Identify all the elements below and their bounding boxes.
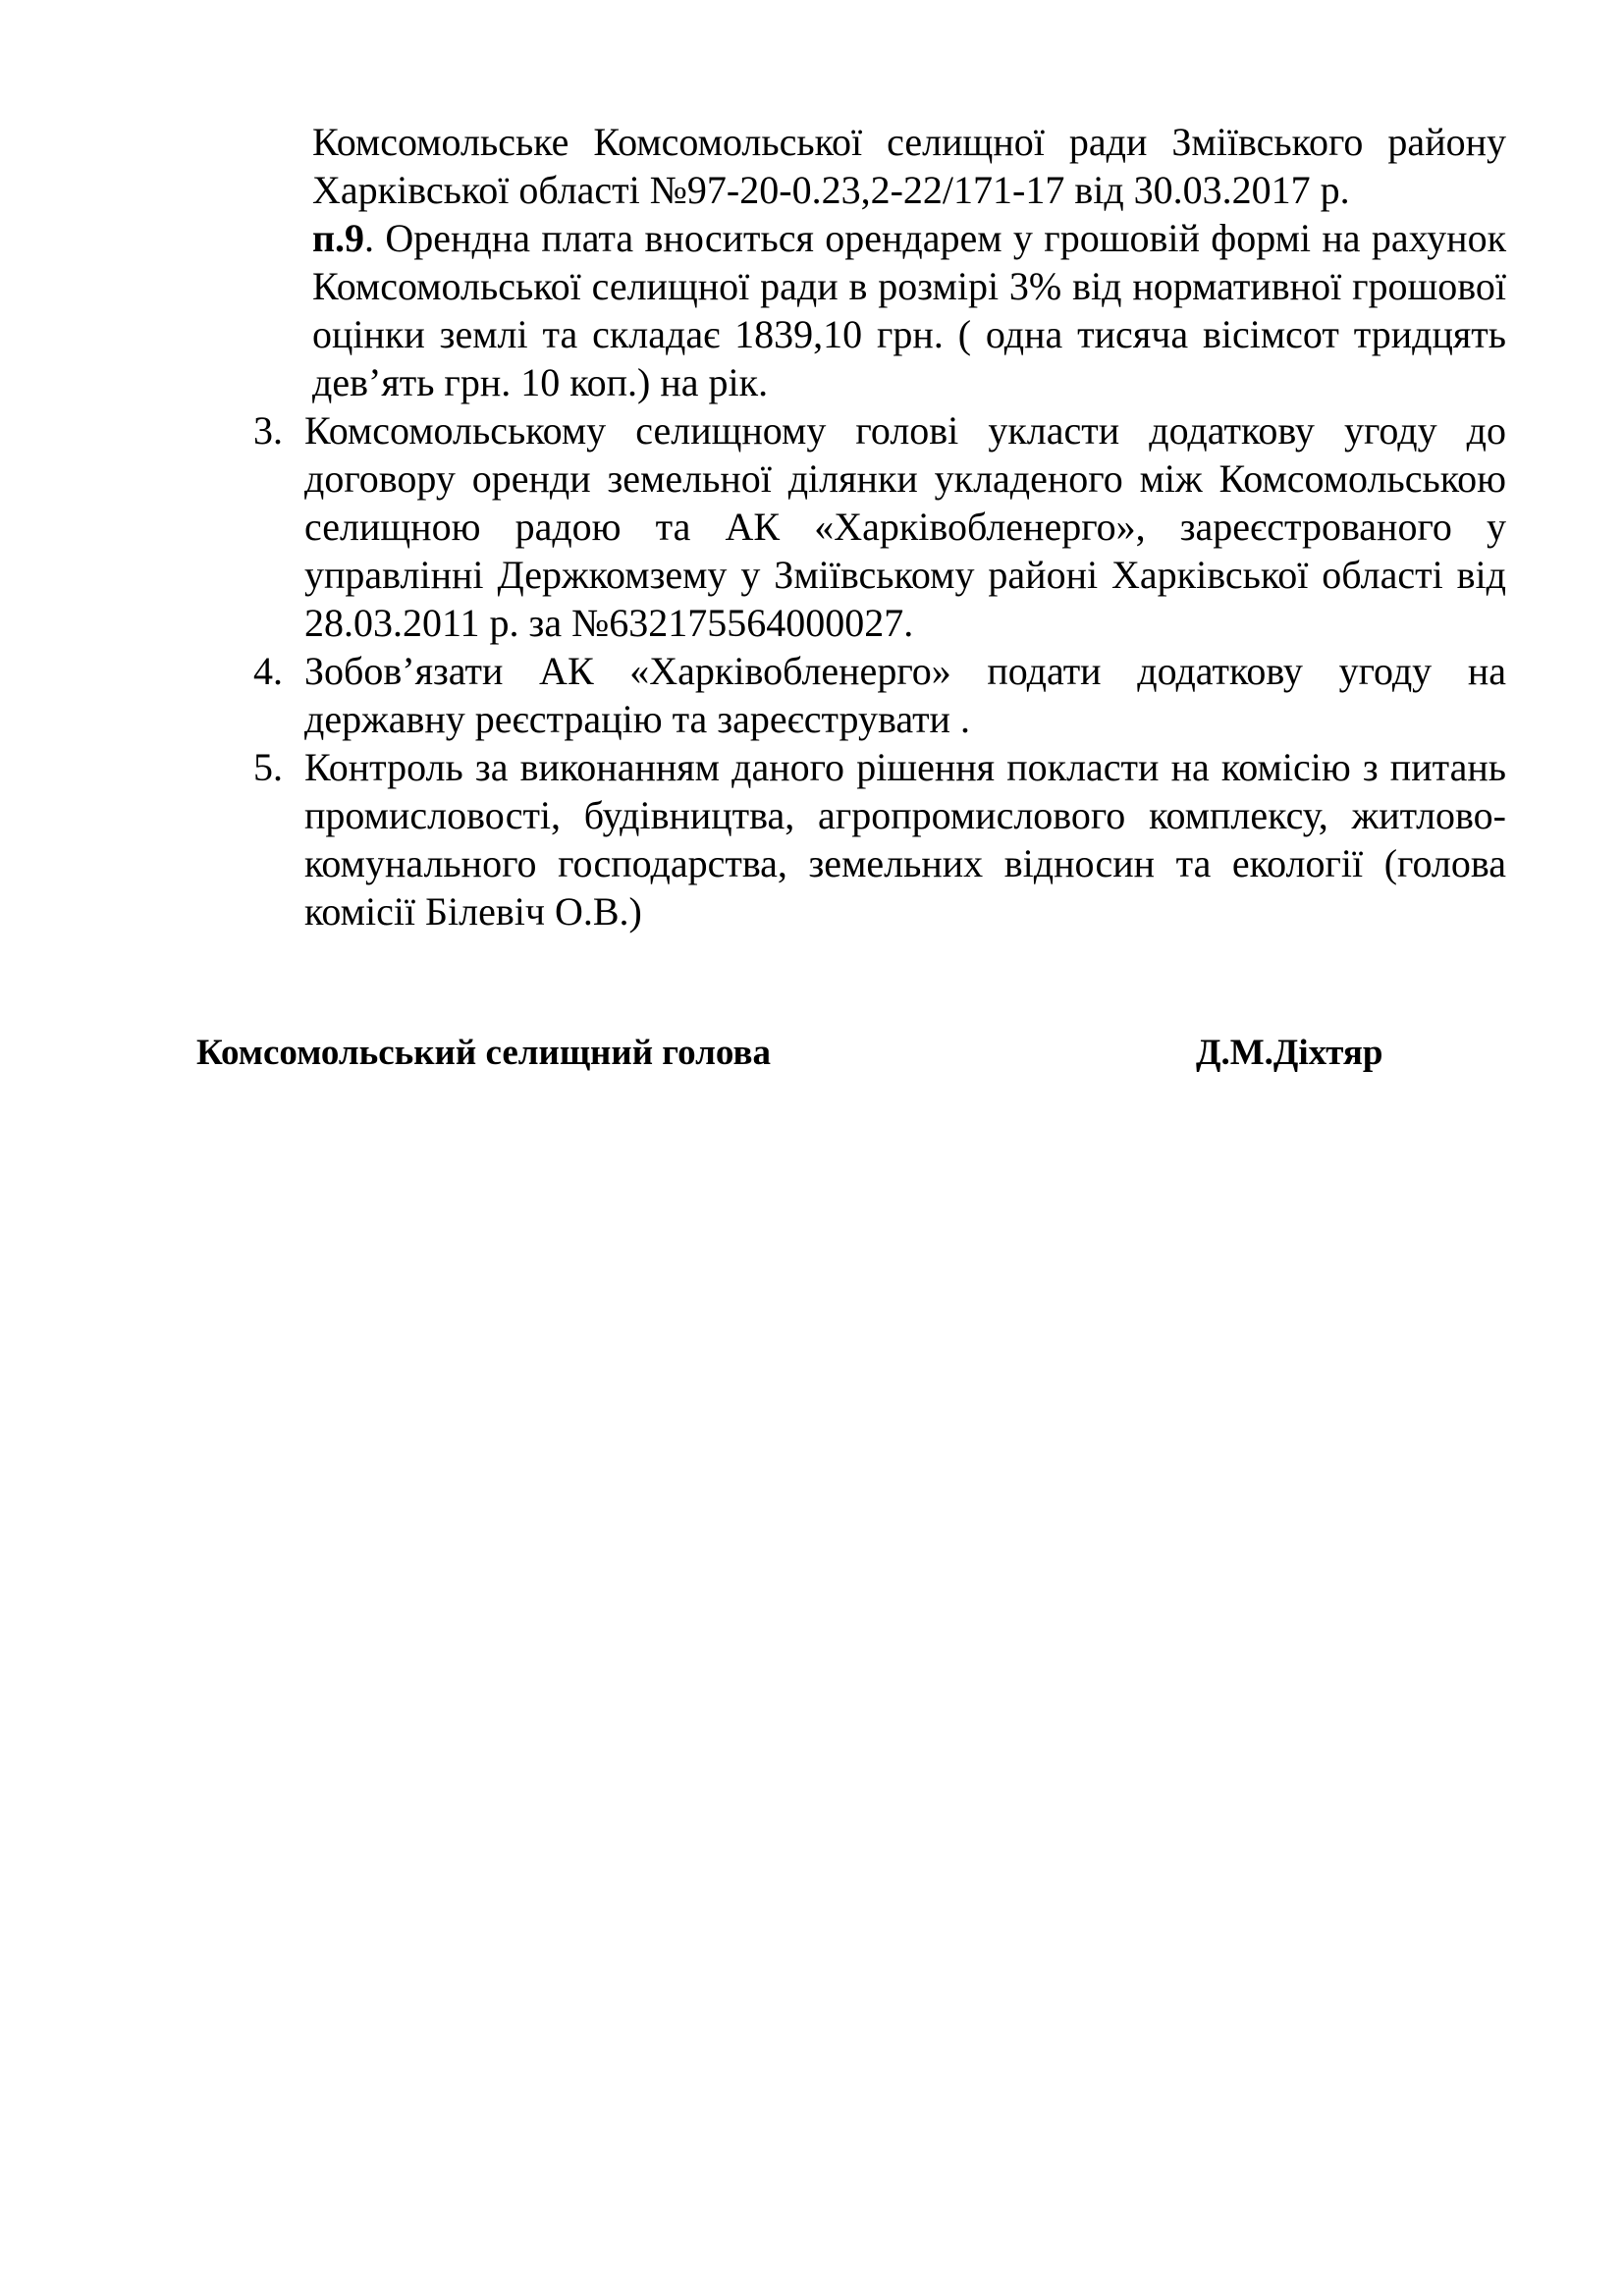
list-item-line: Комсомольському селищному голові укласти додаткову угоду до — [304, 408, 1506, 453]
list-item-line: комісії Білевіч О.В.) — [304, 889, 642, 934]
list-item-line: комунального господарства, земельних відносин та екології (голова — [304, 841, 1506, 885]
list-item-line: промисловості, будівництва, агропромислового комплексу, житлово- — [304, 793, 1506, 837]
list-item-number: 5. — [253, 745, 283, 789]
list-item-line: Контроль за виконанням даного рішення покласти на комісію з питань — [304, 745, 1506, 789]
clause9-line-3: оцінки землі та складає 1839,10 грн. ( одна тисяча вісімсот тридцять — [312, 312, 1506, 356]
list-item-number: 3. — [253, 408, 283, 453]
list-item-line: державну реєстрацію та зареєструвати . — [304, 697, 970, 741]
list-item-line: договору оренди земельної ділянки укладеного між Комсомольською — [304, 456, 1506, 501]
clause9-first-line-text: . Орендна плата вноситься орендарем у грошовій формі на рахунок — [364, 216, 1506, 260]
signatory-name: Д.М.Діхтяр — [1196, 1033, 1383, 1073]
continuation-line-2: Харківської області №97-20-0.23,2-22/171-17 від 30.03.2017 р. — [312, 168, 1350, 212]
signatory-title: Комсомольський селищний голова — [196, 1033, 771, 1073]
clause9-label: п.9 — [312, 216, 365, 260]
list-item-line: 28.03.2011 р. за №632175564000027. — [304, 601, 914, 645]
list-item-number: 4. — [253, 649, 283, 693]
list-item-line: Зобов’язати АК «Харківобленерго» подати додаткову угоду на — [304, 649, 1506, 693]
list-item-line: селищною радою та АК «Харківобленерго», зареєстрованого у — [304, 505, 1506, 549]
clause9-line-4: дев’ять грн. 10 коп.) на рік. — [312, 360, 769, 404]
list-item-line: управлінні Держкомзему у Зміївському районі Харківської області від — [304, 553, 1506, 597]
continuation-line-1: Комсомольське Комсомольської селищної ради Зміївського району — [312, 120, 1506, 164]
clause9-first-line — [312, 214, 1506, 262]
clause9-line-2: Комсомольської селищної ради в розмірі 3% від нормативної грошової — [312, 264, 1506, 308]
